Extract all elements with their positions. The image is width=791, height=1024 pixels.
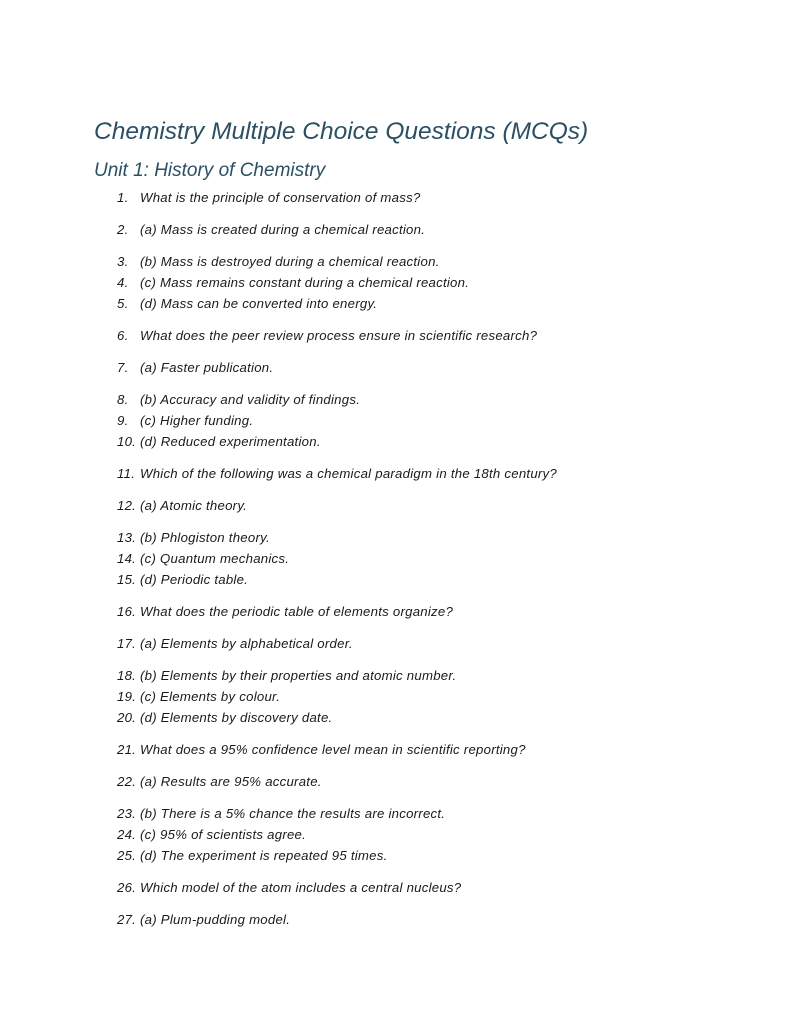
item-text: (d) Periodic table. <box>140 572 249 587</box>
item-text: Which of the following was a chemical paradigm in the 18th century? <box>140 466 557 481</box>
list-item <box>117 602 453 622</box>
item-text: (b) There is a 5% chance the results are incorrect. <box>140 806 446 821</box>
list-item <box>117 294 377 314</box>
item-text: (a) Mass is created during a chemical reaction. <box>140 222 426 237</box>
item-number: 6. <box>117 328 129 343</box>
item-number: 12. <box>117 498 137 513</box>
item-text: (a) Plum-pudding model. <box>140 912 291 927</box>
item-text: (a) Results are 95% accurate. <box>140 774 322 789</box>
list-item <box>117 846 388 866</box>
list-item <box>117 496 247 516</box>
item-text: (b) Accuracy and validity of findings. <box>140 392 361 407</box>
list-item <box>117 634 353 654</box>
item-text: (a) Faster publication. <box>140 360 274 375</box>
item-number: 1. <box>117 190 129 205</box>
item-number: 24. <box>117 827 137 842</box>
item-number: 19. <box>117 689 137 704</box>
item-number: 3. <box>117 254 129 269</box>
item-text: (d) Mass can be converted into energy. <box>140 296 378 311</box>
item-text: (a) Atomic theory. <box>140 498 248 513</box>
item-number: 16. <box>117 604 137 619</box>
list-item <box>117 804 445 824</box>
item-text: (d) Elements by discovery date. <box>140 710 333 725</box>
item-number: 14. <box>117 551 137 566</box>
list-item <box>117 570 248 590</box>
item-number: 18. <box>117 668 137 683</box>
list-item <box>117 326 537 346</box>
list-item <box>117 740 526 760</box>
item-text: (d) Reduced experimentation. <box>140 434 321 449</box>
list-item <box>117 220 425 240</box>
item-number: 11. <box>117 466 136 481</box>
list-item <box>117 358 273 378</box>
list-item <box>117 772 322 792</box>
item-number: 7. <box>117 360 129 375</box>
item-number: 15. <box>117 572 137 587</box>
list-item <box>117 666 456 686</box>
document-title: Chemistry Multiple Choice Questions (MCQs) <box>94 118 589 145</box>
item-number: 26. <box>117 880 137 895</box>
item-number: 4. <box>117 275 129 290</box>
item-text: (a) Elements by alphabetical order. <box>140 636 353 651</box>
item-number: 25. <box>117 848 137 863</box>
item-text: What does the periodic table of elements organize? <box>140 604 454 619</box>
item-number: 23. <box>117 806 137 821</box>
item-number: 21. <box>117 742 137 757</box>
item-text: (b) Mass is destroyed during a chemical reaction. <box>140 254 440 269</box>
item-number: 8. <box>117 392 129 407</box>
item-text: What does a 95% confidence level mean in scientific reporting? <box>140 742 526 757</box>
item-number: 9. <box>117 413 129 428</box>
item-number: 2. <box>117 222 129 237</box>
list-item <box>117 273 469 293</box>
list-item <box>117 432 321 452</box>
item-text: (c) Higher funding. <box>140 413 254 428</box>
item-text: (c) Elements by colour. <box>140 689 281 704</box>
item-text: (b) Phlogiston theory. <box>140 530 270 545</box>
item-text: (b) Elements by their properties and atomic number. <box>140 668 457 683</box>
list-item <box>117 411 253 431</box>
item-number: 22. <box>117 774 137 789</box>
list-item <box>117 464 557 484</box>
item-number: 27. <box>117 912 137 927</box>
unit-heading: Unit 1: History of Chemistry <box>94 160 326 181</box>
item-number: 10. <box>117 434 137 449</box>
item-text: What does the peer review process ensure in scientific research? <box>140 328 538 343</box>
list-item <box>117 390 360 410</box>
list-item <box>117 708 332 728</box>
list-item <box>117 878 461 898</box>
item-number: 5. <box>117 296 129 311</box>
list-item <box>117 825 306 845</box>
list-item <box>117 188 421 208</box>
list-item <box>117 528 270 548</box>
list-item <box>117 687 280 707</box>
item-number: 17. <box>117 636 137 651</box>
item-number: 13. <box>117 530 137 545</box>
list-item <box>117 910 290 930</box>
item-number: 20. <box>117 710 137 725</box>
item-text: (c) Mass remains constant during a chemical reaction. <box>140 275 470 290</box>
item-text: (c) Quantum mechanics. <box>140 551 290 566</box>
item-text: (d) The experiment is repeated 95 times. <box>140 848 388 863</box>
item-text: What is the principle of conservation of mass? <box>140 190 421 205</box>
item-text: (c) 95% of scientists agree. <box>140 827 307 842</box>
list-item <box>117 252 440 272</box>
list-item <box>117 549 289 569</box>
item-text: Which model of the atom includes a central nucleus? <box>140 880 462 895</box>
